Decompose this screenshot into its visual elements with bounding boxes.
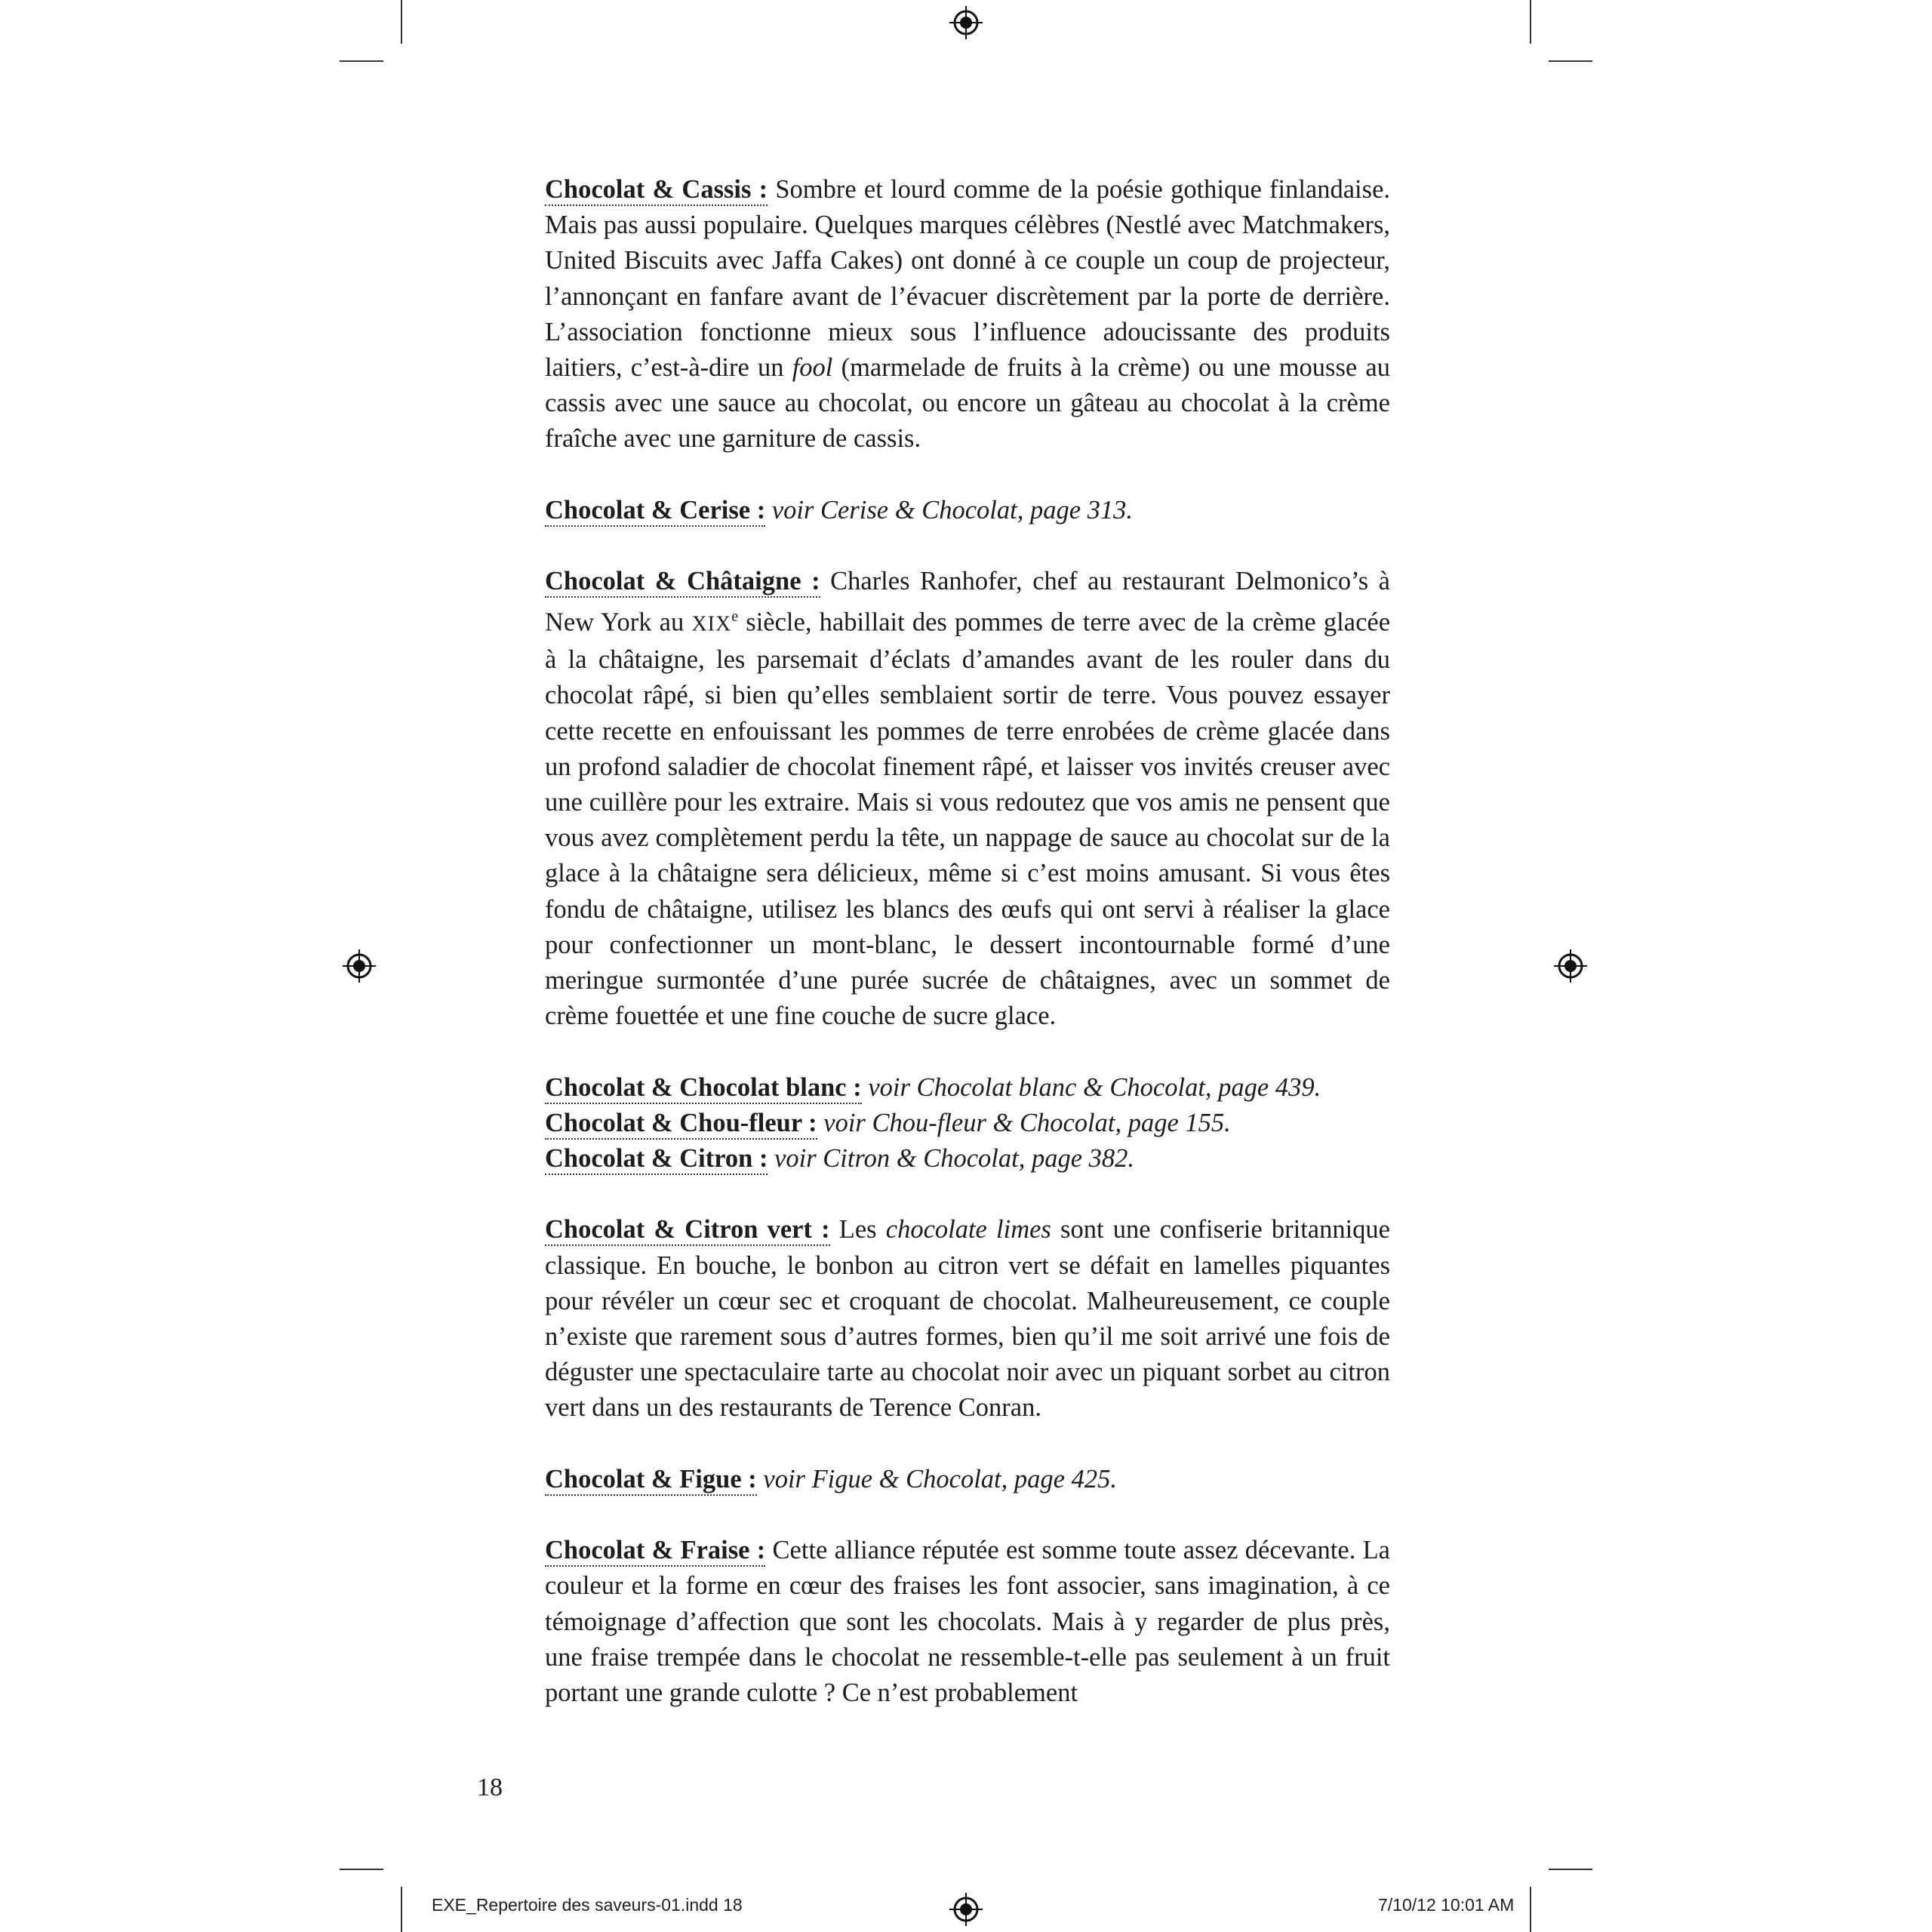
entry-text: Charles Ranhofer, chef au restaurant Delmonico’s à New York au	[545, 567, 1390, 637]
crop-mark	[1549, 1869, 1592, 1870]
entry-text: Les	[829, 1215, 886, 1244]
entry-chocolat-chocolat-blanc	[545, 1070, 1390, 1106]
entry-chocolat-chou-fleur	[545, 1106, 1390, 1141]
entry-chocolat-cerise	[545, 493, 1390, 528]
entry-heading: Chocolat & Chou-fleur :	[545, 1109, 817, 1140]
crop-mark	[340, 1869, 383, 1870]
crop-mark	[1549, 60, 1592, 62]
entry-heading: Chocolat & Citron vert :	[545, 1215, 830, 1246]
slug-datetime: 7/10/12 10:01 AM	[1378, 1895, 1515, 1915]
entry-chocolat-cassis	[545, 172, 1390, 457]
cross-reference: voir Chou-fleur & Chocolat, page 155.	[817, 1108, 1231, 1137]
entry-italic: chocolate limes	[885, 1215, 1051, 1244]
cross-reference: voir Figue & Chocolat, page 425.	[756, 1464, 1117, 1494]
century-superscript: e	[731, 608, 739, 626]
registration-mark-icon	[949, 6, 983, 39]
entry-italic: fool	[792, 353, 833, 383]
entry-chocolat-citron-vert	[545, 1212, 1390, 1426]
entry-heading: Chocolat & Châtaigne :	[545, 567, 820, 598]
entry-chocolat-citron	[545, 1141, 1390, 1177]
century-numeral: XIX	[691, 612, 732, 636]
entry-text: siècle, habillait des pommes de terre avec de la crème glacée à la châtaigne, les parsemait d’éclats d’amandes avant de les rouler dans du chocolat râpé, si bien qu’elles semblaient sortir de terre. Vous pouvez essayer cette recette en enfouissant les pommes de terre enrobées de crème glacée dans un profond saladier de chocolat finement râpé, et laisser vos invités creuser avec une cuillère pour les extraire. Mais si vous redoutez que vos amis ne pensent que vous avez complètement perdu la tête, un nappage de sauce au chocolat sur de la glace à la châtaigne sera délicieux, même si c’est moins amusant. Si vous êtes fondu de châtaigne, utilisez les blancs des œufs qui ont servi à réaliser la glace pour confectionner un mont-blanc, le dessert incontournable formé d’une meringue surmontée d’une purée sucrée de châtaignes, avec un sommet de crème fouettée et une fine couche de sucre glace.	[545, 608, 1391, 1031]
crop-mark	[401, 0, 402, 44]
registration-mark-icon	[1554, 949, 1587, 983]
entry-text: sont une confiserie britannique classique. En bouche, le bonbon au citron vert se défait en lamelles piquantes pour révéler un cœur sec et croquant de chocolat. Malheureusement, ce couple n’existe que rarement sous d’autres formes, bien qu’il me soit arrivé une fois de déguster une spectaculaire tarte au chocolat noir avec un piquant sorbet au citron vert dans un des restaurants de Terence Conran.	[545, 1215, 1390, 1423]
crop-mark	[340, 60, 383, 62]
registration-mark-icon	[343, 949, 376, 983]
cross-reference: voir Cerise & Chocolat, page 313.	[765, 495, 1134, 525]
entry-chocolat-figue	[545, 1462, 1390, 1497]
cross-reference: voir Chocolat blanc & Chocolat, page 439.	[861, 1072, 1321, 1102]
entry-heading: Chocolat & Figue :	[545, 1465, 757, 1496]
slug-filename: EXE_Repertoire des saveurs-01.indd 18	[432, 1895, 743, 1915]
entry-heading: Chocolat & Citron :	[545, 1144, 768, 1175]
crop-mark	[401, 1887, 402, 1932]
entry-chocolat-chataigne	[545, 564, 1390, 1034]
entry-heading: Chocolat & Chocolat blanc :	[545, 1073, 862, 1104]
crop-mark	[1530, 0, 1531, 44]
cross-reference: voir Citron & Chocolat, page 382.	[768, 1143, 1135, 1173]
crop-mark	[1530, 1887, 1531, 1932]
entry-heading: Chocolat & Cerise :	[545, 496, 765, 527]
registration-mark-icon	[949, 1893, 983, 1926]
entry-text: Sombre et lourd comme de la poésie gothique finlandaise. Mais pas aussi populaire. Quelques marques célèbres (Nestlé avec Matchmakers, United Biscuits avec Jaffa Cakes) ont donné à ce couple un coup de projecteur, l’annonçant en fanfare avant de l’évacuer discrètement par la porte de derrière. L’association fonctionne mieux sous l’influence adoucissante des produits laitiers, c’est-à-dire un	[545, 175, 1391, 383]
entry-text: (marmelade de fruits à la crème) ou une mousse au cassis avec une sauce au chocolat, ou encore un gâteau au chocolat à la crème fraîche avec une garniture de cassis.	[545, 353, 1391, 454]
entry-chocolat-fraise	[545, 1533, 1390, 1711]
entry-heading: Chocolat & Fraise :	[545, 1536, 765, 1567]
page-number: 18	[477, 1774, 503, 1801]
text-column	[545, 172, 1390, 1746]
entry-heading: Chocolat & Cassis :	[545, 175, 768, 206]
entry-text: Cette alliance réputée est somme toute assez décevante. La couleur et la forme en cœur des fraises les font associer, sans imagination, à ce témoignage d’affection que sont les chocolats. Mais à y regarder de plus près, une fraise trempée dans le chocolat ne ressemble-t-elle pas seulement à un fruit portant une grande culotte ? Ce n’est probablement	[545, 1536, 1390, 1707]
